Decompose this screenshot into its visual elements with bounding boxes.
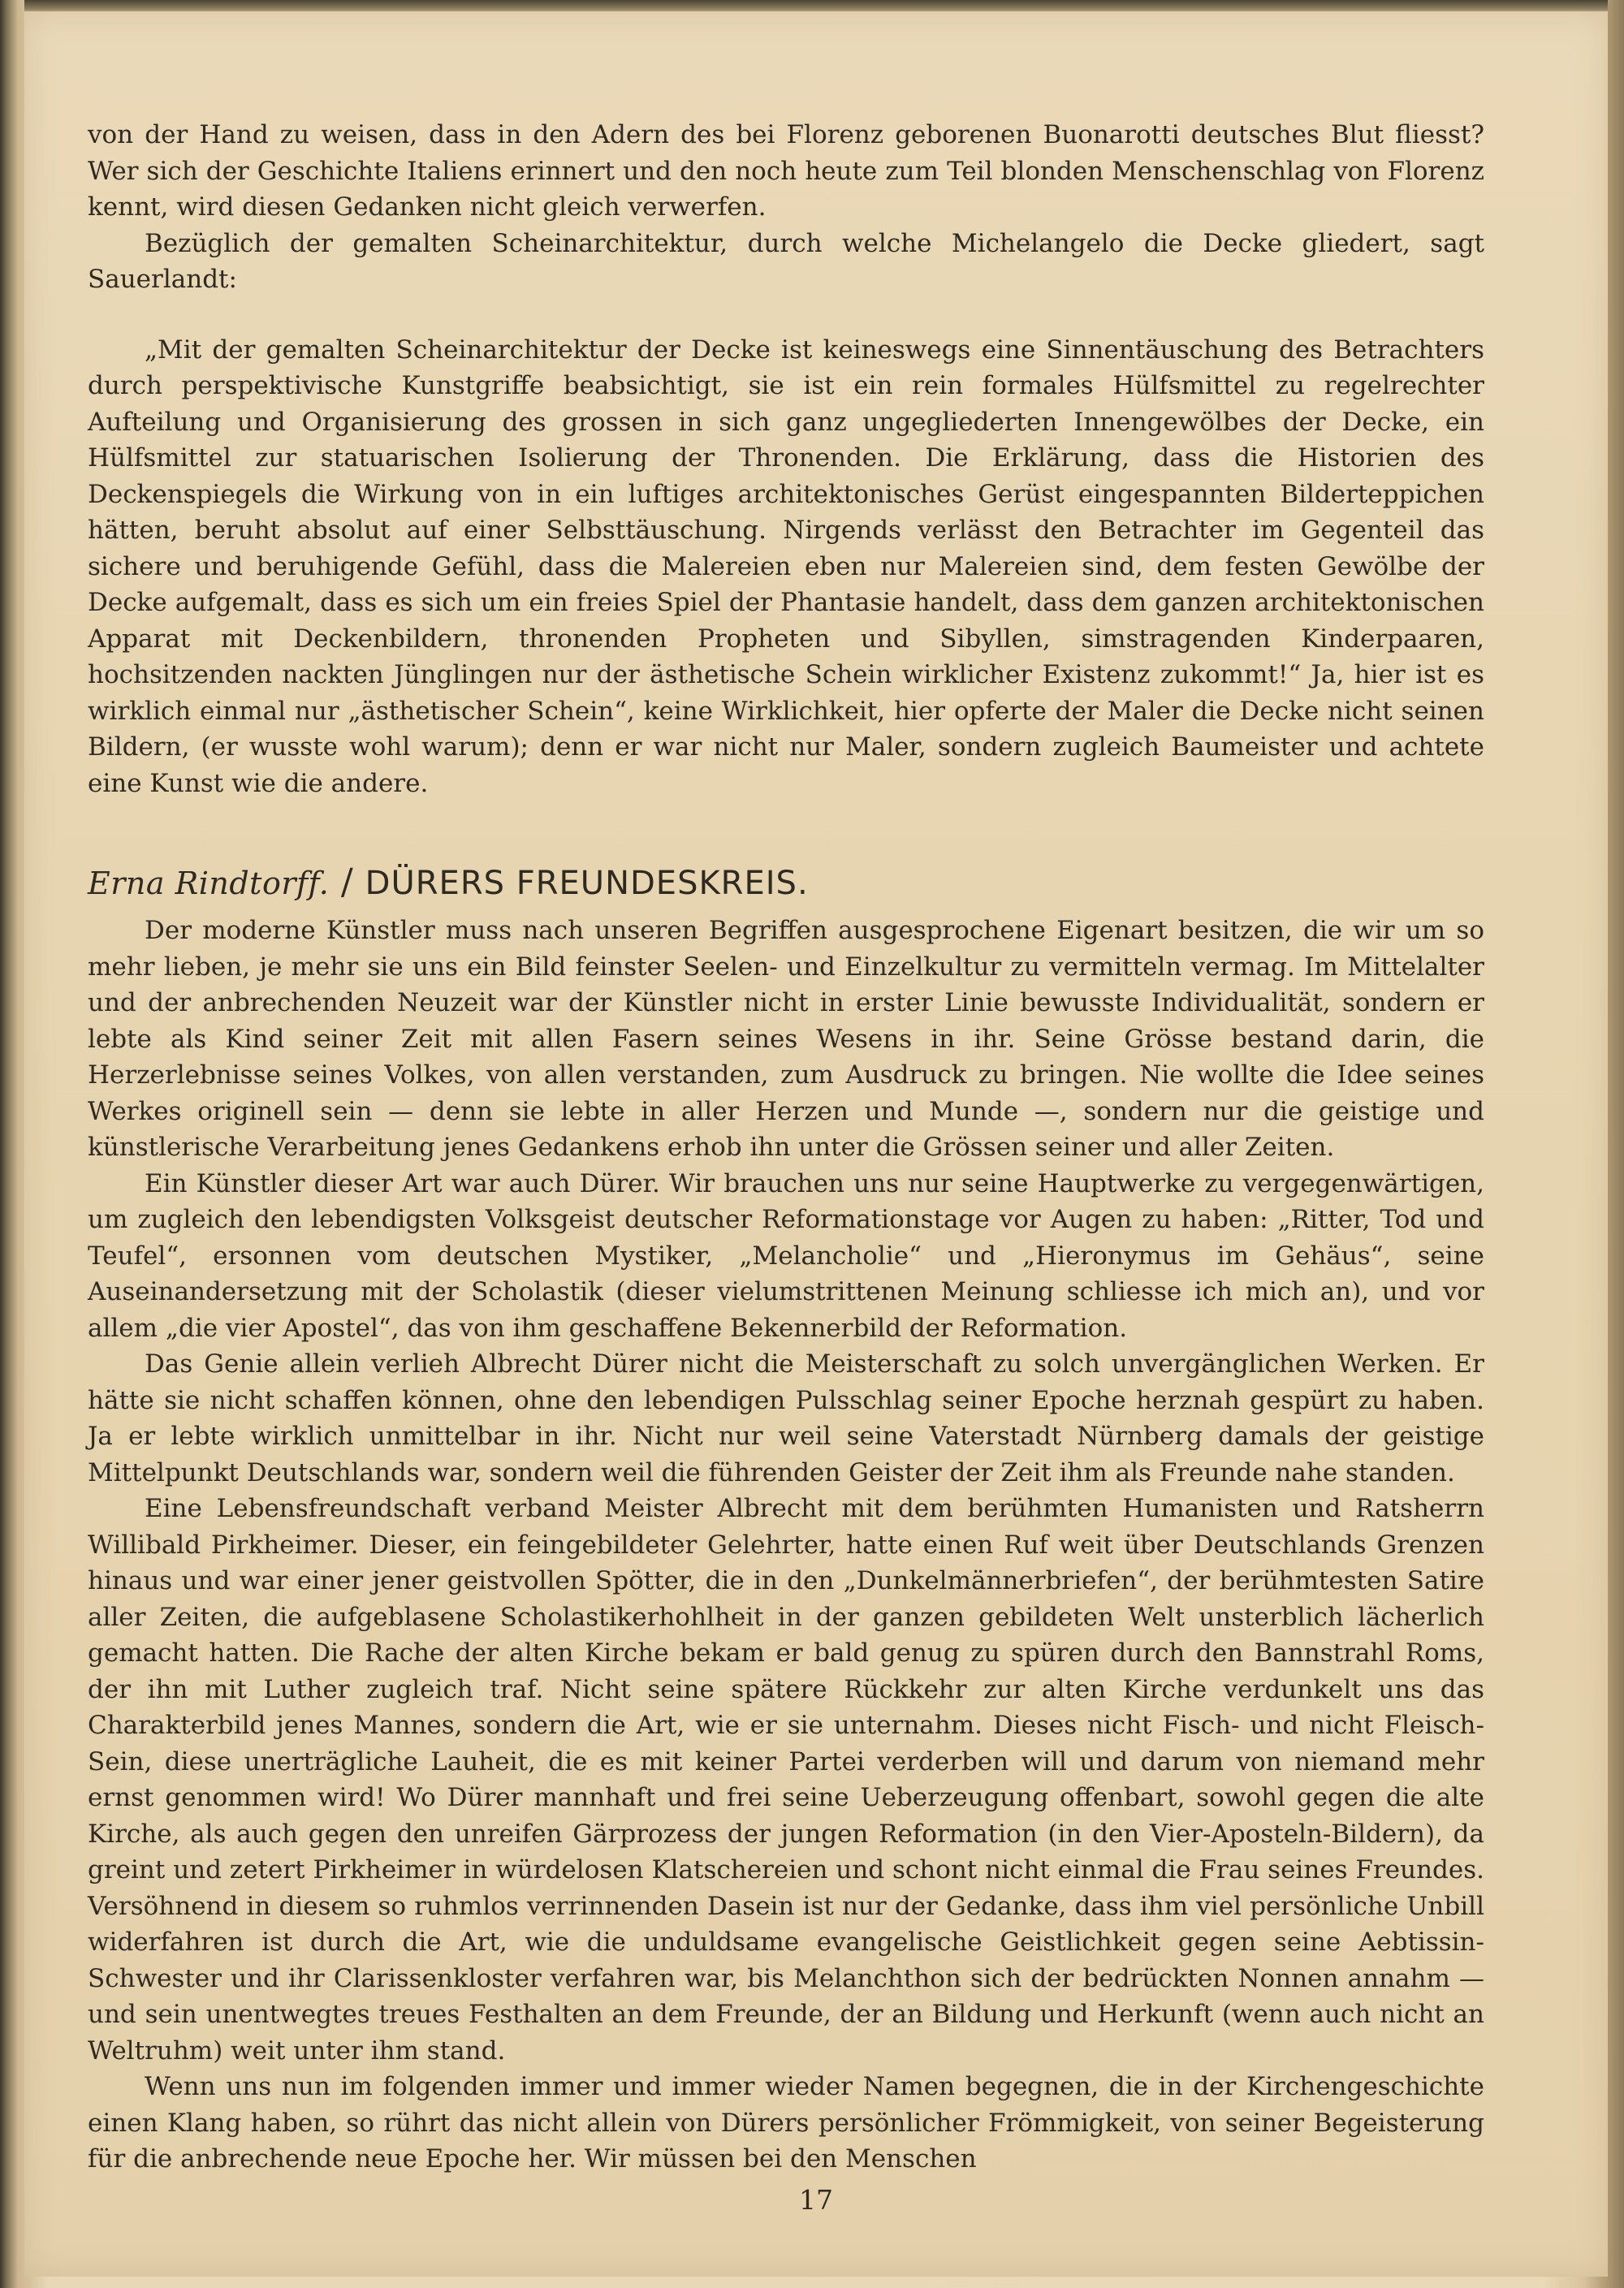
paragraph-article-4: Eine Lebensfreundschaft verband Meister Albrecht mit dem berühmten Humanisten und Ratsherrn Willibald Pirkheimer. Dieser, ein feingebildeter Gelehrter, hatte einen Ruf weit über Deutschlands Grenzen hinaus und war einer jener geistvollen Spötter, die in den „Dunkelmännerbriefen“, der berühmtesten Satire aller Zeiten, die aufgeblasene Scholastikerhohlheit in der ganzen gebildeten Welt unsterblich lächerlich gemacht hatten. Die Rache der alten Kirche bekam er bald genug zu spüren durch den Bannstrahl Roms, der ihn mit Luther zugleich traf. Nicht seine spätere Rückkehr zur alten Kirche verdunkelt uns das Charakterbild jenes Mannes, sondern die Art, wie er sie unternahm. Dieses nicht Fisch- und nicht Fleisch-Sein, diese unerträgliche Lauheit, die es mit keiner Partei verderben will und darum von niemand mehr ernst genommen wird! Wo Dürer mannhaft und frei seine Ueberzeugung offenbart, sowohl gegen die alte Kirche, als auch gegen den unreifen Gärprozess der jungen Reformation (in den Vier-Aposteln-Bildern), da greint und zetert Pirkheimer in würdelosen Klatschereien und schont nicht einmal die Frau seines Freundes. Versöhnend in diesem so ruhmlos verrinnenden Dasein ist nur der Gedanke, dass ihm viel persönliche Unbill widerfahren ist durch die Art, wie die unduldsame evangelische Geistlichkeit gegen seine Aebtissin-Schwester und ihr Clarissenkloster verfahren war, bis Melanchthon sich der bedrückten Nonnen annahm — und sein unentwegtes treues Festhalten an dem Freunde, der an Bildung und Herkunft (wenn auch nicht an Weltruhm) weit unter ihm stand. xyxy=(88,1494,1484,2066)
paragraph-article-5: Wenn uns nun im folgenden immer und immer wieder Namen begegnen, die in der Kirchengeschichte einen Klang haben, so rührt das nicht allein von Dürers persönlicher Frömmigkeit, von seiner Begeisterung für die anbrechende neue Epoche her. Wir müssen bei den Menschen xyxy=(88,2072,1484,2174)
paragraph-sauerlandt-intro: Bezüglich der gemalten Scheinarchitektur, durch welche Michelangelo die Decke gliedert, sagt Sauerlandt: xyxy=(88,228,1484,294)
page-body xyxy=(88,117,1484,2178)
block-quote: „Mit der gemalten Scheinarchitektur der Decke ist keineswegs eine Sinnentäuschung des Betrachters durch perspektivische Kunstgriffe beabsichtigt, sie ist ein rein formales Hülfsmittel zu regelrechter Aufteilung und Organisierung des grossen in sich ganz ungegliederten Innengewölbes der Decke, ein Hülfsmittel zur statuarischen Isolierung der Thronenden. Die Erklärung, dass die Historien des Deckenspiegels die Wirkung von in ein luftiges architektonisches Gerüst eingespannten Bilderteppichen hätten, beruht absolut auf einer Selbsttäuschung. Nirgends verlässt den Betrachter im Gegenteil das sichere und beruhigende Gefühl, dass die Malereien eben nur Malereien sind, dem festen Gewölbe der Decke aufgemalt, dass es sich um ein freies Spiel der Phantasie handelt, dass dem ganzen architektonischen Apparat mit Deckenbildern, thronenden Propheten und Sibyllen, simstragenden Kinderpaaren, hochsitzenden nackten Jünglingen nur der ästhetische Schein wirklicher Existenz zukommt!“ Ja, hier ist es wirklich einmal nur „ästhetischer Schein“, keine Wirklichkeit, hier opferte der Maler die Decke nicht seinen Bildern, (er wusste wohl warum); denn er war nicht nur Maler, sondern zugleich Baumeister und achtete eine Kunst wie die andere. xyxy=(88,335,1484,798)
article-title: DÜRERS FREUNDESKREIS. xyxy=(365,865,809,902)
article-heading xyxy=(88,858,1484,908)
paragraph-article-1: Der moderne Künstler muss nach unseren Begriffen ausgesprochene Eigenart besitzen, die wir um so mehr lieben, je mehr sie uns ein Bild feinster Seelen- und Einzelkultur zu vermitteln vermag. Im Mittelalter und der anbrechenden Neuzeit war der Künstler nicht in erster Linie bewusste Individualität, sondern er lebte als Kind seiner Zeit mit allen Fasern seines Wesens in ihr. Seine Grösse bestand darin, die Herzerlebnisse seines Volkes, von allen verstanden, zum Ausdruck zu bringen. Nie wollte die Idee seines Werkes originell sein — denn sie lebte in aller Herzen und Munde —, sondern nur die geistige und künstlerische Verarbeitung jenes Gedankens erhob ihn unter die Grössen seiner und aller Zeiten. xyxy=(88,916,1484,1162)
article-author: Erna Rindtorff. xyxy=(88,866,330,901)
book-page xyxy=(24,11,1608,2277)
heading-separator: / xyxy=(340,861,354,903)
paragraph-article-3: Das Genie allein verlieh Albrecht Dürer nicht die Meisterschaft zu solch unvergänglichen Werken. Er hätte sie nicht schaffen können, ohne den lebendigen Pulsschlag seiner Epoche herznah gespürt zu haben. Ja er lebte wirklich unmittelbar in ihr. Nicht nur weil seine Vaterstadt Nürnberg damals der geistige Mittelpunkt Deutschlands war, sondern weil die führenden Geister der Zeit ihm als Freunde nahe standen. xyxy=(88,1349,1484,1487)
page-number: 17 xyxy=(799,2184,833,2216)
paragraph-continuation: von der Hand zu weisen, dass in den Adern des bei Florenz geborenen Buonarotti deutsches Blut fliesst? Wer sich der Geschichte Italiens erinnert und den noch heute zum Teil blonden Menschenschlag von Florenz kennt, wird diesen Gedanken nicht gleich verwerfen. xyxy=(88,120,1484,222)
paragraph-article-2: Ein Künstler dieser Art war auch Dürer. Wir brauchen uns nur seine Hauptwerke zu vergegenwärtigen, um zugleich den lebendigsten Volksgeist deutscher Reformationstage vor Augen zu haben: „Ritter, Tod und Teufel“, ersonnen vom deutschen Mystiker, „Melancholie“ und „Hieronymus im Gehäus“, seine Auseinandersetzung mit der Scholastik (dieser vielumstrittenen Meinung schliesse ich mich an), und vor allem „die vier Apostel“, das von ihm geschaffene Bekennerbild der Reformation. xyxy=(88,1168,1484,1343)
